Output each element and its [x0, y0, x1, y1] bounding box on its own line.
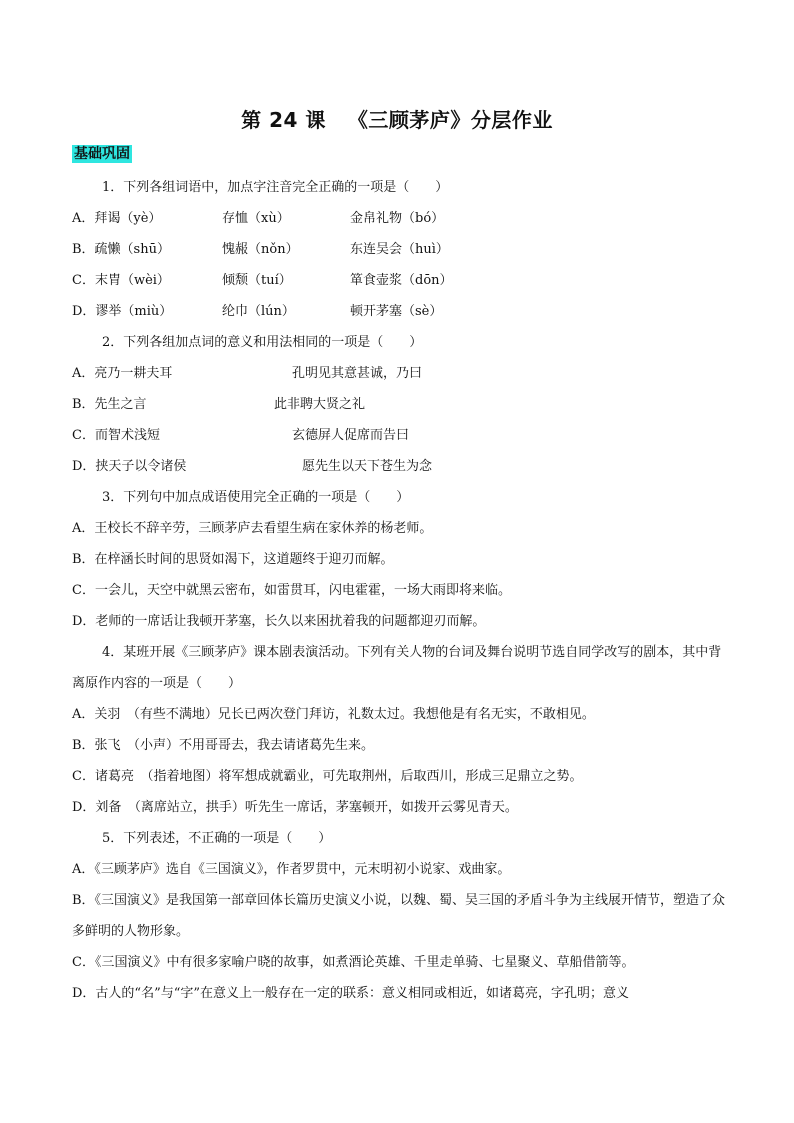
- question-2-option-d: D．挟天子以令诸侯 愿先生以天下苍生为念: [72, 459, 433, 474]
- question-3-option-b: B．在梓涵长时间的思贤如渴下，这道题终于迎刃而解。: [72, 552, 394, 567]
- question-1-option-b: B．疏懒（shū） 愧赧（nǒn） 东连吴会（huì）: [72, 242, 449, 257]
- questions: [72, 172, 732, 1009]
- question-5-option-a: A．《三顾茅庐》选自《三国演义》，作者罗贯中，元末明初小说家、戏曲家。: [72, 862, 511, 877]
- question-2-option-a: A．亮乃一耕夫耳 孔明见其意甚诚，乃曰: [72, 366, 423, 381]
- question-4-option-d: D．刘备 （离席站立，拱手）听先生一席话，茅塞顿开，如拨开云雾见青天。: [72, 800, 518, 815]
- question-2-option-b: B．先生之言 此非聘大贤之礼: [72, 397, 366, 412]
- question-1-stem: 1．下列各组词语中，加点字注音完全正确的一项是（ ）: [102, 180, 449, 195]
- question-3-stem: 3．下列句中加点成语使用完全正确的一项是（ ）: [102, 490, 410, 505]
- question-2-stem: 2．下列各组加点词的意义和用法相同的一项是（ ）: [102, 335, 423, 350]
- question-2-option-c: C．而智术浅短 玄德屏人促席而告曰: [72, 428, 410, 443]
- question-4-option-b: B．张飞 （小声）不用哥哥去，我去请诸葛先生来。: [72, 738, 375, 753]
- lesson-number: 第 24 课: [241, 108, 326, 132]
- question-1-option-c: C．末胄（wèi） 倾颓（tuí） 箪食壶浆（dōn）: [72, 273, 453, 288]
- page-title: [0, 104, 794, 133]
- question-1-option-d: D．谬举（miù） 纶巾（lún） 顿开茅塞（sè）: [72, 304, 443, 319]
- question-1-option-a: A．拜谒（yè） 存恤（xù） 金帛礼物（bó）: [72, 211, 445, 226]
- question-3-option-d: D．老师的一席话让我顿开茅塞，长久以来困扰着我的问题都迎刃而解。: [72, 614, 486, 629]
- question-4-option-c: C．诸葛亮 （指着地图）将军想成就霸业，可先取荆州，后取西川，形成三足鼎立之势。: [72, 769, 583, 784]
- question-5-stem: 5．下列表述，不正确的一项是（ ）: [102, 831, 332, 846]
- question-3-option-c: C．一会儿，天空中就黑云密布，如雷贯耳，闪电霍霍，一场大雨即将来临。: [72, 583, 511, 598]
- section-label: 基础巩固: [74, 146, 130, 162]
- question-5-option-d: D．古人的“名”与“字”在意义上一般存在一定的联系：意义相同或相近，如诸葛亮，字孔明；意义: [72, 986, 630, 1001]
- question-3-option-a: A．王校长不辞辛劳，三顾茅庐去看望生病在家休养的杨老师。: [72, 521, 433, 536]
- question-5-option-c: C．《三国演义》中有很多家喻户晓的故事，如煮酒论英雄、千里走单骑、七星聚义、草船借箭等。: [72, 955, 635, 970]
- question-5-option-b: B．《三国演义》是我国第一部章回体长篇历史演义小说，以魏、蜀、吴三国的矛盾斗争为主线展开情节，塑造了众多鲜明的人物形象。: [72, 893, 726, 939]
- question-4-stem: 4．某班开展《三顾茅庐》课本剧表演活动。下列有关人物的台词及舞台说明节选自同学改写的剧本，其中背离原作内容的一项是（ ）: [72, 645, 722, 691]
- question-4-option-a: A．关羽 （有些不满地）兄长已两次登门拜访，礼数太过。我想他是有名无实，不敢相见。: [72, 707, 595, 722]
- lesson-name: 《三顾茅庐》分层作业: [347, 108, 553, 132]
